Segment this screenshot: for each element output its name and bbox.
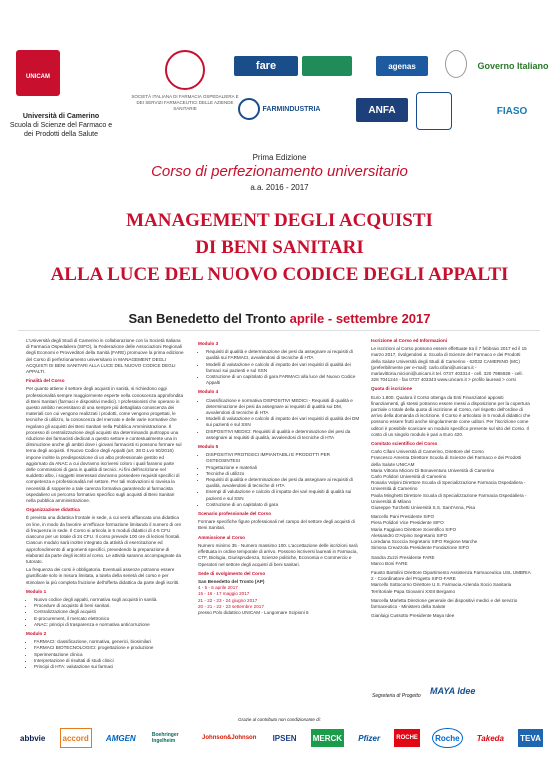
column-3 [371,338,531,619]
intro-text: L'Università degli Studi di Camerino in collaborazione con la Società Italiana di Farmacia Ospedaliera (SIFO), la Federazione delle Associazioni Regionali degli Economi e Provveditori della Sanità (FARE) promuove la prima edizione del Corso di perfezionamento universitario in MANAGEMENT DEGLI ACQUISTI DI BENI SANITARI ALLA LUCE DEL NUOVO CODICE DEGLI APPALTI. [26,338,184,375]
heading-sede: Sede di svolgimento del Corso [198,570,266,576]
heading-ammissione: Ammissione al Corso [198,534,245,540]
modulo-4-list [198,398,360,441]
sponsor-logo: IPSEN [272,733,297,743]
dates: aprile - settembre 2017 [289,311,431,326]
list-item: • DISPOSITIVI PROTESICI IMPIANTABILI E PRODOTTI PER OSTEOSINTESI [206,452,360,464]
sponsor-logo: Boehringer Ingelheim [151,732,179,744]
university-name [6,112,116,139]
modulo-2-list [26,639,184,670]
divider [18,330,540,331]
title-line: MANAGEMENT DEGLI ACQUISTI [126,210,433,231]
sponsor-logo: Pfizer [358,733,381,743]
heading-modulo-1: Modulo 1 [26,588,47,594]
location-dates [0,311,559,326]
list-item: • Classificazione e normativa DISPOSITIVI MEDICI - Requisiti di qualità e determinazione dei pesi da assegnare ai requisiti di qualità sui DM, avvalendosi di tecniche di HTA [206,398,360,417]
sponsor-logos [18,728,543,748]
list-item: • Interpretazione di risultati di studi clinici [34,658,184,664]
sifo-logo [130,50,240,112]
committee-member: Piera Polidori Vice Presidente SIFO [371,520,444,526]
heading-modulo-5: Modulo 5 [198,444,219,450]
scenario-text: Formare specifiche figure professionali nel campo del settore degli acquisti di Beni Sanitari. [198,519,355,531]
committee-member: Marcello Pani Presidente SIFO [371,514,435,520]
university-title: Università di Camerino [22,113,100,120]
committee-member: Francesco Amenta Direttore Scuola di Scienze del Farmaco e dei Prodotti della Salute UNICAM [371,455,522,467]
unicam-logo-text: UNICAM [26,74,50,80]
committee-group [371,514,531,551]
heading-comitato: Comitato scientifico del Corso [371,441,438,447]
sponsor-logo: MERCK [311,729,344,747]
list-item: • FARMACI BIOTECNOLOGICI: progettazione e produzione [34,645,184,651]
column-2 [198,338,360,618]
list-item: • Centralizzazione degli acquisti [34,609,184,615]
secretariat-label: Segreteria di Progetto [372,693,421,699]
committee-member: Carlo Cifani Università di Camerino, Direttore del Corso [371,449,484,455]
session-date: 21 - 22 - 23 - 24 giugno 2017 [198,597,258,603]
committee-group [371,555,531,567]
green-logo [302,56,352,76]
committee-member: Loredana Scoccia Segretario SIFO Regione Marche [371,539,478,545]
heading-organizzazione: Organizzazione didattica [26,507,80,513]
heading-finalita: Finalità del Corso [26,378,65,384]
course-type: Corso di perfezionamento universitario [151,163,408,180]
university-school: Scuola di Scienze del Farmaco e dei Prodotti della Salute [9,122,113,138]
location: San Benedetto del Tronto [128,311,286,326]
heading-modulo-2: Modulo 2 [26,630,47,636]
list-item: • Tecniche di utilizzo [206,471,360,477]
finalita-text: Per quanto attiene il settore degli acquisti in sanità, si richiedono oggi professionalità sempre maggiormente esperte nella conoscenza approfondita di Beni Sanitari (farmaci e dispositivi medici). I professionisti che operano in questo ambito necessitano di una sempre più dettagliata conoscenza dei materiali con cui vengono realizzati i prodotti, come vengono progettati, le tecniche di utilizzo, la conoscenza del mercato e delle varie normative che regolano gli acquisti dei Beni Sanitari nella Pubblica Amministrazione. Il processo di centralizzazione degli acquisti sta determinando purtroppo una riduzione dei farmacisti dedicati a questo settore e contestualmente una in diminuzione anche gli ambiti dove i giovani farmacisti si possono formare sul tema degli acquisti. Il Nuovo Codice degli Appalti (art. 38 D.Lvo 50/2016) impone inoltre la predisposizione di un albo professionale gestito ed aggiornato da ANAC a cui dovranno iscriversi coloro i quali faranno parte delle commissioni di gara in qualità di tecnici. Ai fini dell'iscrizione nel suddetto albo, i soggetti interessati dovranno possedere requisiti specifici di competenza e professionalità nel settore. Per tali motivazioni si ravvisa la necessità di sopperire a tale carenza formativa garantendo al farmacista ospedaliero un percorso formativo specifico sugli acquisti di Beni Sanitari nella pubblica amministrazione. [26,386,184,504]
heading-scenario: Scenario professionale del Corso [198,511,272,517]
list-item: • Nuovo codice degli appalti, normativa sugli acquisti in sanità. [34,597,184,603]
sponsor-logo: Roche [432,728,462,748]
list-item: • Requisiti di qualità e determinazione dei pesi da assegnare ai requisiti di qualità, avvalendosi di tecniche di HTA [206,477,360,489]
committee-member: Simona Creazzola Presidente Fondazione SIFO [371,545,470,551]
sponsor-logo: abbvie [20,733,46,743]
session-date: 4 - 5 - 6 aprile 2017 [198,585,238,591]
sponsor-logo: Johnson&Johnson [202,735,257,741]
session-dates [198,585,360,610]
list-item: • Costruzione di un capitolato di gara FARMACI alla luce del Nuovo Codice Appalti [206,374,360,386]
edition: Prima Edizione [252,153,307,162]
list-item: • Modelli di valutazione e calcolo di impatto dei vari requisiti di qualità dei farmaci sui pazienti e sul SSN [206,362,360,374]
academic-year: a.a. 2016 - 2017 [250,183,309,192]
committee-member: Marcello Sottocorno Direttore U.S. Farmacia Azienda Socio Sanitaria Territoriale Papa Giovanni XXIII Bergamo [371,582,512,594]
place-text: presso Polo didattico UNICAM - Lungomare Scipioni 6 [198,609,309,615]
modulo-1-list [26,597,184,628]
unicam-logo [16,50,60,96]
quota-text: Euro 1.800. Qualora il Corso ottenga da Enti Finanziatori appositi finanziamenti, gli stessi potranno essere messi a disposizione per la copertura parziale o totale della quota di iscrizione al Corso, nel rispetto dell'ordine di arrivo della domanda di iscrizione. Il Corso è articolato in 5 moduli didattici che possono essere frutti anche singolarmente come uditori. Per l'iscrizione come uditori è possibile scaricare un modulo specifico presente sul sito del Corso. Il costo di un singolo modulo è pari a Euro 420. [371,394,531,437]
committee-group [371,449,531,511]
committee-member: Marco Boni FARE [371,560,408,566]
sponsor-logo: TEVA [518,729,543,747]
title-line: ALLA LUCE DEL NUOVO CODICE DEGLI APPALTI [50,264,509,285]
governo-logo: Governo Italiano [477,61,549,71]
committee-member: Giuseppe Turchetti Università S.S. Sant'Anna, Pisa [371,505,476,511]
committee-member: Alessandro D'Arpino Segretario SIFO [371,532,448,538]
sede-text: San Benedetto del Tronto (AP) [198,578,265,584]
heading-modulo-3: Modulo 3 [198,341,219,346]
sifo-text: SOCIETÀ ITALIANA DI FARMACIA OSPEDALIERA E DEI SERVIZI FARMACEUTICI DELLE AZIENDE SANITARIE [131,94,239,111]
page-title [0,207,559,288]
heading-modulo-4: Modulo 4 [198,389,219,395]
committee-group [371,613,531,619]
list-item: • Progettazione e materiali [206,465,360,471]
list-item: • E-procurement, il mercato elettronico [34,616,184,622]
list-item: • Procedure di acquisto di beni sanitari. [34,603,184,609]
certification-seal-icon [445,50,467,78]
heading-iscrizione: Iscrizione al Corso ed Informazioni [371,338,448,343]
committee-member: Maria Vittoria Micioni Di Bonaventura Università di Camerino [371,467,495,473]
fare-logo: fare [234,56,298,76]
heading-quota: Quota di iscrizione [371,386,413,392]
sifo-seal-icon [165,50,205,90]
farmindustria-ring-icon [238,98,260,120]
ammissione-text: Numero minimo 35 - Numero massimo 100. L'accettazione delle iscrizioni sarà effettuata in ordine temporale di arrivo. Possono iscriversi laureati in Farmacia, CTF, Biologia, Giurisprudenza, Scienze politiche, Economia e Commercio e Operatori nel settore degli acquisti di beni sanitari. [198,542,358,567]
committee-group [371,570,531,595]
committee-member: Rosaria Volpini Direttore Scuola di Specializzazione Farmacia Ospedaliera - Università di Camerino [371,480,526,492]
modulo-3-list [198,349,360,386]
fiaso-logo: FIASO [496,105,528,117]
session-date: 15 - 16 - 17 maggio 2017 [198,591,250,597]
column-1 [26,338,184,672]
crest-icon [416,92,452,130]
maya-idee-logo: MAYA Idee [430,686,476,696]
modulo-5-list [198,452,360,508]
farmindustria-text: FARMINDUSTRIA [262,105,321,113]
list-item: • Requisiti di qualità e determinazione dei pesi da assegnare ai requisiti di qualità sui FARMACI, avvalendosi di tecniche di HTA [206,349,360,361]
sponsor-logo: Takeda [476,733,504,743]
list-item: • Modelli di valutazione e calcolo di impatto dei vari requisiti di qualità dei DM sui pazienti e sul SSN [206,416,360,428]
farmindustria-logo [236,98,322,120]
organizzazione-text: È prevista una didattica frontale in sede, a cui verrà affiancata una didattica on line, in modo da favorire un'efficace formazione limitando il numero di ore di frequenza in sede. Il Corso si articola in 5 moduli didattici di 4-5 CFU ciascuno per un totale di 24 CFU. Il corso prevede 100 ore di lezioni frontali. Ciascun modulo sarà inoltre integrato da attività di esercitazione ed approfondimento di argomenti specifici, prevedendo la preparazione di elaborati da parte degli iscritti al corso. Le attività saranno accompagnate da tutorato. [26,515,182,564]
sponsor-logo: ROCHE [394,729,420,747]
committee-member: Gianluigi Cussotto Presidente Maya Idee [371,613,455,619]
committee-member: Sandra Zuzzi Presidente FARE [371,554,435,560]
committee-member: Paola Minghetti Direttore Scuola di Specializzazione Farmacia Ospedaliera - Università di Milano [371,492,527,504]
committee-member: Marcella Marletta Direzione generale dei dispositivi medici e del servizio farmaceutico - Ministero della Salute [371,597,518,609]
list-item: • Principi di HTA: valutazione sui farmaci [34,664,184,670]
sponsor-logo: accord [60,728,92,748]
title-line: DI BENI SANITARI [195,237,364,258]
list-item: • FARMACI: classificazione, normativa, generici, biosimilari [34,639,184,645]
committee-group [371,598,531,610]
list-item: • Costruzione di un capitolato di gara [206,502,360,508]
agenas-logo: agenas [376,56,428,76]
committee-member: Fausto Bartolini Direttore Dipartimento Assistenza Farmaceutica USL UMBRIA 2 - Coordinatore del Progetto SIFO-FARE [371,569,531,582]
sponsors-caption: Grazie al contributo non condizionante di: [238,717,321,722]
list-item: • ANAC: principi di trasparenza e normativa anticorruzione [34,622,184,628]
list-item: • Sperimentazione clinica [34,652,184,658]
anfa-logo: ANFA [356,98,408,122]
iscrizione-text: Le iscrizioni al Corso possono essere effettuate tra il 7 febbraio 2017 ed il 15 marzo 2017, rivolgendosi a: Scuola di Scienze del Farmaco e dei Prodotti della Salute Università degli Studi di Camerino - 62032 CAMERINO (MC) (preferibilmente per e-mail): carlo.cifani@unicam.it - mariavittoria.micioni@unicam.it tel. 0737 403314 - cell. 320 7985928 - cell. 328 7041244 - fax 0737 403343 www.unicam.it > profilo laureati > corsi [371,346,527,383]
session-date: 20 - 21 - 22 - 23 settembre 2017 [198,603,264,609]
frequenza-text: La frequenza dei corsi è obbligatoria. Eventuali assenze potranno essere giustificate solo in misura limitata, a tutela della serietà del corso e per stimolare la più completa fruizione dell'offerta didattica da parte degli iscritti. [26,567,180,585]
list-item: • Esempi di valutazione e calcolo di impatto dei vari requisiti di qualità sui pazienti e sul SSN [206,489,360,501]
committee-member: Maria Faggiano Direttore Scientifico SIFO [371,526,457,532]
committee-member: Carlo Polidori Università di Camerino [371,474,447,480]
sponsor-logo: AMGEN [105,733,136,743]
list-item: • DISPOSITIVI MEDICI: Requisiti di qualità e determinazione dei pesi da assegnare ai requisiti di qualità, avvalendosi di tecniche di HTA [206,429,360,441]
